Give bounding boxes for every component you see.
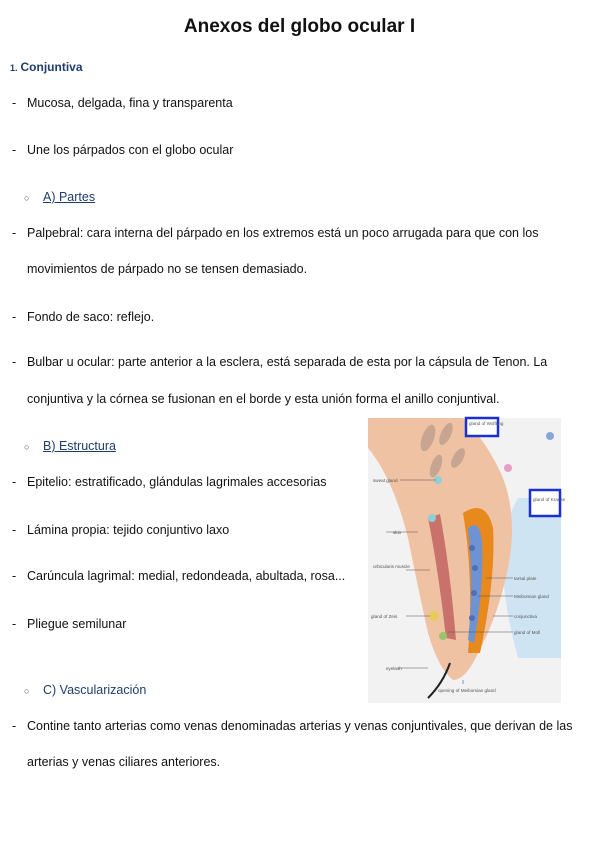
label-skin: skin xyxy=(393,530,402,535)
list-item-continuation: movimientos de párpado no se tensen demasiado. xyxy=(27,262,308,276)
subsection-heading-a[interactable]: ○ A) Partes xyxy=(24,190,96,204)
box-right-label: gland of Krause xyxy=(533,497,566,502)
list-item: - Une los párpados con el globo ocular xyxy=(12,143,234,157)
list-item: - Carúncula lagrimal: medial, redondeada, abultada, rosa... xyxy=(12,569,346,583)
label-eyelash: eyelash xyxy=(386,666,402,671)
label-orbicularis-muscle: orbicularis muscle xyxy=(373,564,410,569)
section-number: 1. xyxy=(10,63,18,73)
list-item: - Bulbar u ocular: parte anterior a la esclera, está separada de esta por la cápsula de Tenon. La xyxy=(12,355,548,369)
label-tarsal-plate: tarsal plate xyxy=(514,576,537,581)
label-opening-meibomian: opening of Meibomian gland xyxy=(438,688,496,693)
subsection-heading-b[interactable]: ○ B) Estructura xyxy=(24,439,116,453)
section-heading xyxy=(10,60,83,74)
label-conjunctiva: conjunctiva xyxy=(514,614,537,619)
label-gland-of-zeis: gland of Zeis xyxy=(371,614,398,619)
list-item: - Fondo de saco: reflejo. xyxy=(12,310,155,324)
section-label: Conjuntiva xyxy=(20,60,83,74)
page-title: Anexos del globo ocular I xyxy=(183,16,416,37)
list-item: - Palpebral: cara interna del párpado en los extremos está un poco arrugada para que con los xyxy=(12,226,539,240)
list-item: - Contine tanto arterias como venas denominadas arterias y venas conjuntivales, que derivan de las xyxy=(12,719,573,733)
label-meibomian-gland: Meibomian gland xyxy=(514,594,549,599)
eyelid-anatomy-figure xyxy=(368,418,566,703)
label-sweat-gland: sweat gland xyxy=(373,478,398,483)
list-item-continuation: conjuntiva y la córnea se fusionan en el borde y esta unión forma el anillo conjuntival. xyxy=(27,392,500,406)
list-item: - Pliegue semilunar xyxy=(12,617,127,631)
list-item: - Lámina propia: tejido conjuntivo laxo xyxy=(12,523,230,537)
label-gland-of-moll: gland of Moll xyxy=(514,630,541,635)
list-item-continuation: arterias y venas ciliares anteriores. xyxy=(27,755,221,769)
eyelid-diagram xyxy=(368,418,566,703)
list-item: - Epitelio: estratificado, glándulas lagrimales accesorias xyxy=(12,475,327,489)
subsection-heading-c: ○ C) Vascularización xyxy=(24,683,147,697)
list-item: - Mucosa, delgada, fina y transparenta xyxy=(12,96,233,110)
box-top-label: gland of Wolfring xyxy=(469,421,504,426)
